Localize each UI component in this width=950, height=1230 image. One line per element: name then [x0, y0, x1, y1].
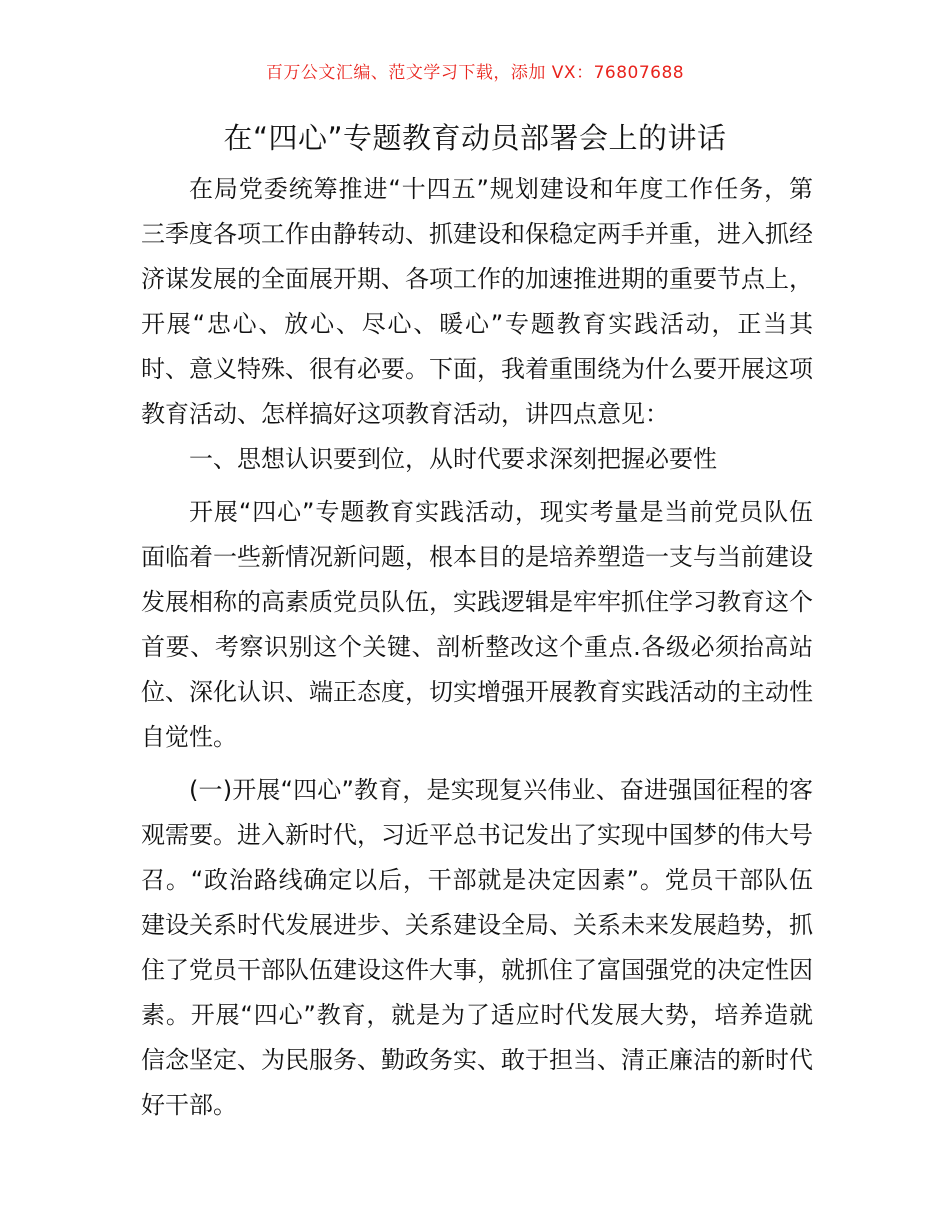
- document-title: 在“四心”专题教育动员部署会上的讲话: [223, 121, 727, 155]
- paragraph-section-1: 开展“四心”专题教育实践活动，现实考量是当前党员队伍面临着一些新情况新问题，根本目的是培养塑造一支与当前建设发展相称的高素质党员队伍，实践逻辑是牢牢抓住学习教育这个首要、考察识别这个关键、剖析整改这个重点.各级必须抬高站位、深化认识、端正态度，切实增强开展教育实践活动的主动性自觉性。: [141, 498, 813, 751]
- section-heading-1: 一、思想认识要到位，从时代要求深刻把握必要性: [189, 445, 717, 473]
- document-body: [141, 167, 813, 1128]
- paragraph-intro: 在局党委统筹推进“十四五”规划建设和年度工作任务，第三季度各项工作由静转动、抓建设和保稳定两手并重，进入抓经济谋发展的全面展开期、各项工作的加速推进期的重要节点上，开展“忠心、放心、尽心、暖心”专题教育实践活动，正当其时、意义特殊、很有必要。下面，我着重围绕为什么要开展这项教育活动、怎样搞好这项教育活动，讲四点意见：: [141, 175, 813, 428]
- header-note: 百万公文汇编、范文学习下载，添加 VX：76807688: [265, 63, 685, 83]
- paragraph-subsection-1: (一)开展“四心”教育，是实现复兴伟业、奋进强国征程的客观需要。进入新时代，习近平总书记发出了实现中国梦的伟大号召。“政治路线确定以后，干部就是决定因素”。党员干部队伍建设关系时代发展进步、关系建设全局、关系未来发展趋势，抓住了党员干部队伍建设这件大事，就抓住了富国强党的决定性因素。开展“四心”教育，就是为了适应时代发展大势，培养造就信念坚定、为民服务、勤政务实、敢于担当、清正廉洁的新时代好干部。: [141, 776, 813, 1119]
